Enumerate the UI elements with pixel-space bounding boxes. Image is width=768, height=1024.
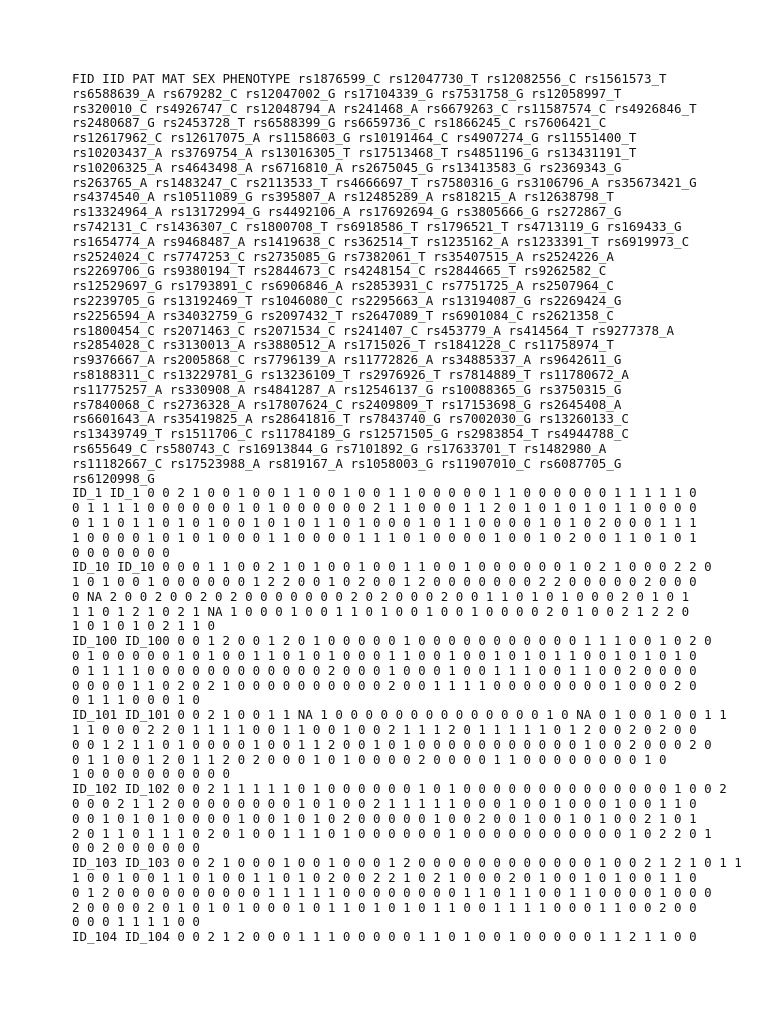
document-line: 1 1 0 0 0 2 2 0 1 1 1 1 0 0 1 1 0 0 1 0 0 2 1 1 1 2 0 1 1 1 1 1 0 1 2 0 0 2 0 2 0 0 (72, 722, 697, 738)
document-line: ID_10 ID_10 0 0 0 1 1 0 0 2 1 0 1 0 0 1 0 0 1 1 0 0 1 0 0 0 0 0 0 1 0 2 1 0 0 0 2 2 0 (72, 559, 712, 575)
document-line: 0 0 2 0 0 0 0 0 0 (72, 840, 200, 856)
document-line: rs2524024_C rs7747253_C rs2735085_G rs7382061_T rs35407515_A rs2524226_A (72, 248, 614, 264)
document-line: 0 0 0 1 1 1 1 0 0 (72, 914, 200, 930)
document-line: 2 0 0 0 0 2 0 1 0 1 0 1 0 0 0 1 0 1 1 0 1 0 1 0 1 1 0 0 1 1 1 1 0 0 0 1 1 0 0 2 0 0 (72, 899, 697, 915)
document-line: ID_100 ID_100 0 0 1 2 0 0 1 2 0 1 0 0 0 0 0 1 0 0 0 0 0 0 0 0 0 0 0 1 1 1 0 0 1 0 2 0 (72, 633, 712, 649)
document-line: rs12529697_G rs1793891_C rs6906846_A rs2853931_C rs7751725_A rs2507964_C (72, 278, 614, 294)
document-line: 0 0 0 0 1 1 0 2 0 2 1 0 0 0 0 0 0 0 0 0 0 2 0 0 1 1 1 1 0 0 0 0 0 0 0 0 1 0 0 0 2 0 (72, 677, 697, 693)
document-line: ID_1 ID_1 0 0 2 1 0 0 1 0 0 1 1 0 0 1 0 0 1 1 0 0 0 0 0 1 1 0 0 0 0 0 0 1 1 1 1 1 0 (72, 485, 697, 501)
document-line: rs2239705_G rs13192469_T rs1046080_C rs2295663_A rs13194087_G rs2269424_G (72, 292, 622, 308)
document-line: rs1654774_A rs9468487_A rs1419638_C rs362514_T rs1235162_A rs1233391_T rs6919973_C (72, 233, 690, 249)
document-line: FID IID PAT MAT SEX PHENOTYPE rs1876599_C rs12047730_T rs12082556_C rs1561573_T (72, 71, 667, 86)
document-line: ID_101 ID_101 0 0 2 1 0 0 1 1 NA 1 0 0 0 0 0 0 0 0 0 0 0 0 0 0 1 0 NA 0 1 0 0 1 0 0 1 1 (72, 707, 727, 723)
document-line: 1 1 0 1 2 1 0 2 1 NA 1 0 0 0 1 0 0 1 1 0 1 0 0 1 0 0 1 0 0 0 0 2 0 1 0 0 2 1 2 2 0 (72, 603, 690, 619)
document-line: rs11182667_C rs17523988_A rs819167_A rs1058003_G rs11907010_C rs6087705_G (72, 455, 622, 471)
document-line: rs7840068_C rs2736328_A rs17807624_C rs2409809_T rs17153698_G rs2645408_A (72, 396, 622, 412)
document-line: rs10206325_A rs4643498_A rs6716810_A rs2675045_G rs13413583_G rs2369343_G (72, 159, 622, 175)
document-line: rs2854028_C rs3130013_A rs3880512_A rs1715026_T rs1841228_C rs11758974_T (72, 337, 614, 353)
document-line: rs2269706_G rs9380194_T rs2844673_C rs4248154_C rs2844665_T rs9262582_C (72, 263, 607, 279)
document-line: 1 0 0 0 0 0 0 0 0 0 0 (72, 766, 231, 782)
genotype-text-document (72, 71, 742, 945)
document-line: 2 0 1 1 0 1 1 1 0 2 0 1 0 0 1 1 1 0 1 0 0 0 0 0 0 1 0 0 0 0 0 0 0 0 0 0 0 1 0 2 2 0 1 (72, 825, 712, 841)
document-line: 0 0 1 0 1 0 1 0 0 0 0 1 0 0 1 0 1 0 2 0 0 0 0 0 1 0 0 2 0 0 1 0 0 1 0 1 0 0 2 1 0 1 (72, 810, 697, 826)
document-line: 0 0 0 2 1 1 2 0 0 0 0 0 0 0 0 1 0 1 0 0 2 1 1 1 1 1 0 0 0 1 0 0 1 0 0 0 1 0 0 1 1 0 (72, 796, 697, 812)
document-line: rs13324964_A rs13172994_G rs4492106_A rs17692694_G rs3805666_G rs272867_G (72, 204, 622, 220)
document-line: rs11775257_A rs330908_A rs4841287_A rs12546137_G rs10088365_G rs3750315_G (72, 381, 622, 397)
document-line: rs1800454_C rs2071463_C rs2071534_C rs241407_C rs453779_A rs414564_T rs9277378_A (72, 322, 675, 338)
document-line: 0 1 1 1 1 0 0 0 0 0 0 1 0 1 0 0 0 0 0 0 2 1 1 0 0 0 1 1 2 0 1 0 1 0 1 0 1 1 0 0 0 0 (72, 500, 697, 516)
document-line: 0 0 0 0 0 0 0 (72, 544, 170, 560)
document-line: rs6601643_A rs35419825_A rs28641816_T rs7843740_G rs7002030_G rs13260133_C (72, 411, 629, 427)
document-line: rs320010_C rs4926747_C rs12048794_A rs241468_A rs6679263_C rs11587574_C rs4926846_T (72, 100, 697, 116)
document-line: rs655649_C rs580743_C rs16913844_G rs7101892_G rs17633701_T rs1482980_A (72, 440, 607, 456)
document-line: 0 1 1 0 1 1 0 1 0 1 0 0 1 0 1 0 1 1 0 1 0 0 0 1 0 1 1 0 0 0 0 1 0 1 0 2 0 0 0 1 1 1 (72, 514, 697, 530)
document-line: rs9376667_A rs2005868_C rs7796139_A rs11772826_A rs34885337_A rs9642611_G (72, 352, 622, 368)
document-line: rs10203437_A rs3769754_A rs13016305_T rs17513468_T rs4851196_G rs13431191_T (72, 144, 637, 160)
document-line: rs2256594_A rs34032759_G rs2097432_T rs2647089_T rs6901084_C rs2621358_C (72, 307, 614, 323)
document-line: 0 1 1 1 1 0 0 0 0 0 0 0 0 0 0 0 0 2 0 0 0 1 0 0 0 1 0 0 1 1 1 0 0 1 1 0 0 2 0 0 0 0 (72, 662, 697, 678)
document-line: 1 0 1 0 1 0 2 1 1 0 (72, 618, 215, 634)
document-line: 1 0 0 1 0 0 1 1 0 1 0 0 1 1 0 1 0 2 0 0 2 2 1 0 2 1 0 0 0 2 0 1 0 0 1 0 1 0 0 1 1 0 (72, 870, 697, 886)
document-line: rs8188311_C rs13229781_G rs13236109_T rs2976926_T rs7814889_T rs11780672_A (72, 366, 629, 382)
document-line: rs6120998_G (72, 470, 155, 486)
document-line: rs13439749_T rs1511706_C rs11784189_G rs12571505_G rs2983854_T rs4944788_C (72, 426, 629, 442)
document-line: ID_104 ID_104 0 0 2 1 2 0 0 0 1 1 1 0 0 0 0 0 1 1 0 1 0 0 1 0 0 0 0 0 1 1 2 1 1 0 0 (72, 929, 697, 945)
document-line: ID_103 ID_103 0 0 2 1 0 0 0 1 0 0 1 0 0 0 1 2 0 0 0 0 0 0 0 0 0 0 0 0 1 0 0 2 1 2 1 0 1 1 (72, 855, 742, 871)
document-line: 1 0 1 0 0 1 0 0 0 0 0 0 1 2 2 0 0 1 0 2 0 0 1 2 0 0 0 0 0 0 0 2 2 0 0 0 0 0 2 0 0 0 (72, 574, 697, 590)
document-line: 0 1 1 1 0 0 0 1 0 (72, 692, 200, 708)
document-line: ID_102 ID_102 0 0 2 1 1 1 1 1 0 1 0 0 0 0 0 0 1 0 1 0 0 0 0 0 0 0 0 0 0 0 0 0 0 1 0 0 2 (72, 781, 727, 797)
document-line: 0 0 1 2 1 1 0 1 0 0 0 0 1 0 0 1 1 2 0 0 1 0 1 0 0 0 0 0 0 0 0 0 0 0 1 0 0 2 0 0 0 2 0 (72, 736, 712, 752)
document-line: 0 1 0 0 0 0 0 1 0 1 0 0 1 1 0 1 0 1 0 0 0 1 1 0 0 1 0 0 1 0 1 0 1 1 0 0 1 0 1 0 1 0 (72, 648, 697, 664)
document-line: rs4374540_A rs10511089_G rs395807_A rs12485289_A rs818215_A rs12638798_T (72, 189, 614, 205)
document-line: rs12617962_C rs12617075_A rs1158603_G rs10191464_C rs4907274_G rs11551400_T (72, 130, 637, 146)
document-line: 0 NA 2 0 0 2 0 0 2 0 2 0 0 0 0 0 0 0 2 0 2 0 0 0 2 0 0 1 1 0 1 0 1 0 0 0 2 0 1 0 1 (72, 588, 690, 604)
document-line: rs2480687_G rs2453728_T rs6588399_G rs6659736_C rs1866245_C rs7606421_C (72, 115, 607, 131)
document-line: 1 0 0 0 0 1 0 1 0 1 0 0 0 1 1 0 0 0 0 1 1 1 0 1 0 0 0 0 1 0 0 1 0 2 0 0 1 1 0 1 0 1 (72, 529, 697, 545)
document-line: rs742131_C rs1436307_C rs1800708_T rs6918586_T rs1796521_T rs4713119_G rs169433_G (72, 218, 682, 234)
document-line: rs263765_A rs1483247_C rs2113533_T rs4666697_T rs7580316_G rs3106796_A rs35673421_G (72, 174, 697, 190)
document-line: 0 1 1 0 0 1 2 0 1 1 2 0 2 0 0 0 1 0 1 0 0 0 0 2 0 0 0 0 1 1 0 0 0 0 0 0 0 0 1 0 (72, 751, 667, 767)
document-line: rs6588639_A rs679282_C rs12047002_G rs17104339_G rs7531758_G rs12058997_T (72, 85, 622, 101)
document-line: 0 1 2 0 0 0 0 0 0 0 0 0 0 1 1 1 1 1 0 0 0 0 0 0 0 0 1 1 0 1 1 0 0 1 1 0 0 0 0 1 0 0 0 (72, 884, 712, 900)
